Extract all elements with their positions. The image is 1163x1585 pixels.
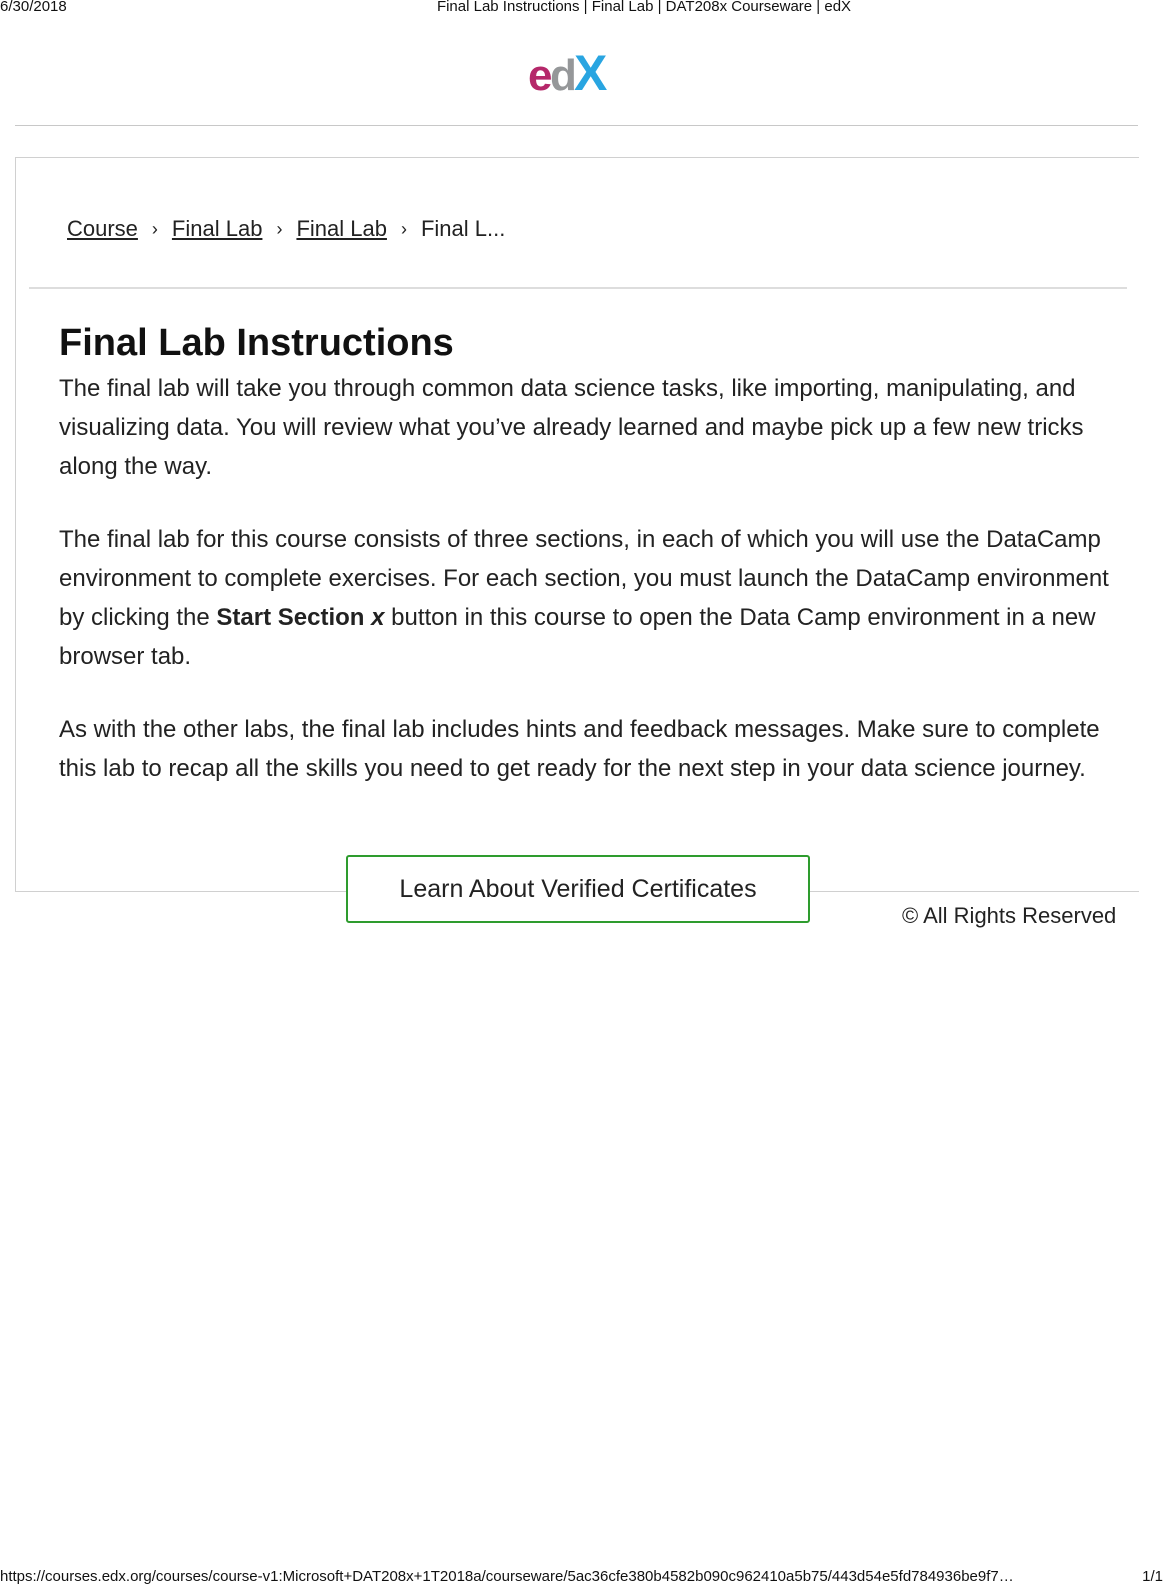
start-section-label: Start Section	[216, 604, 365, 631]
page-url: https://courses.edx.org/courses/course-v1:Microsoft+DAT208x+1T2018a/courseware/5ac36cfe380b4582b090c962410a5b75/443d54e5fd784936be9f7…	[0, 1568, 1014, 1585]
chevron-right-icon: ›	[276, 218, 283, 239]
print-title: Final Lab Instructions | Final Lab | DAT208x Courseware | edX	[436, 0, 852, 15]
edx-logo[interactable]	[528, 44, 624, 96]
breadcrumb-current: Final L...	[420, 216, 506, 241]
breadcrumb	[67, 216, 505, 242]
paragraph-sections	[59, 520, 1119, 676]
chevron-right-icon: ›	[400, 218, 407, 239]
page-title: Final Lab Instructions	[59, 322, 454, 364]
breadcrumb-final-lab-subsection[interactable]: Final Lab	[296, 216, 387, 241]
copyright: © All Rights Reserved	[902, 903, 1117, 928]
header-divider	[15, 125, 1138, 126]
breadcrumb-divider	[29, 287, 1127, 289]
verified-certificates-button[interactable]: Learn About Verified Certificates	[346, 855, 810, 923]
breadcrumb-final-lab-section[interactable]: Final Lab	[171, 216, 263, 241]
chevron-right-icon: ›	[151, 218, 158, 239]
section-variable: x	[371, 604, 385, 631]
paragraph-text: The final lab for this course consists of three sections, in each of which you will use the DataCamp environment to complete exercises. For each section, you must launch the DataCamp environment by clicking the	[59, 526, 1109, 631]
print-header	[0, 0, 1163, 18]
print-footer	[0, 1565, 1163, 1585]
svg-text:e: e	[528, 51, 553, 96]
paragraph-feedback: As with the other labs, the final lab includes hints and feedback messages. Make sure to complete this lab to recap all the skills you need to get ready for the next step in your data science journey.	[59, 716, 1100, 782]
paragraph-intro: The final lab will take you through common data science tasks, like importing, manipulating, and visualizing data. You will review what you’ve already learned and maybe pick up a few new tricks along the way.	[59, 375, 1084, 480]
paragraph-text: button in this course to open the Data Camp environment in a new browser tab.	[59, 604, 1096, 670]
lab-instructions	[59, 369, 1119, 822]
svg-text:d: d	[550, 51, 577, 96]
print-date: 6/30/2018	[0, 0, 67, 15]
page-number: 1/1	[1142, 1568, 1163, 1585]
breadcrumb-course[interactable]: Course	[67, 216, 138, 241]
svg-text:X: X	[574, 45, 608, 96]
